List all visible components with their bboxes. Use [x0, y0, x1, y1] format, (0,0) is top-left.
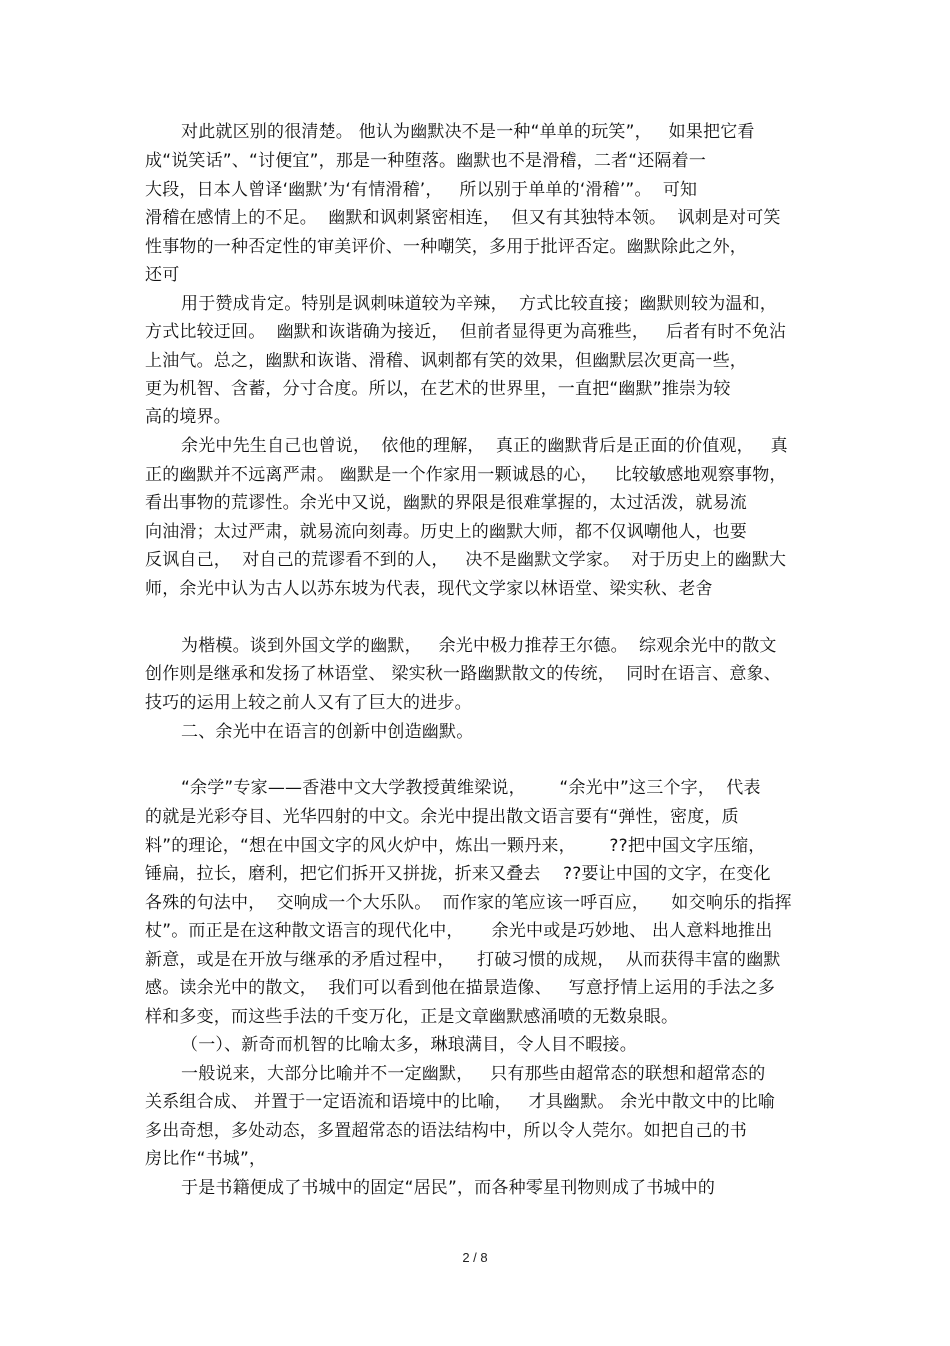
- text-line-16: 反讽自己， 对自己的荒谬看不到的人， 决不是幽默文学家。 对于历史上的幽默大: [145, 550, 787, 570]
- text-line-35: 房比作“书城”，: [145, 1149, 267, 1169]
- text-line-24: 料”的理论，“想在中国文字的风火炉中，炼出一颗丹来， ??把中国文字压缩，: [145, 836, 766, 856]
- text-line-10: 更为机智、含蓄，分寸合度。所以，在艺术的世界里，一直把“幽默”推崇为较: [145, 379, 731, 399]
- text-line-26: 各殊的句法中， 交响成一个大乐队。 而作家的笔应该一呼百应， 如交响乐的指挥: [145, 893, 792, 913]
- text-line-3: 大段，日本人曾译‘幽默’为‘有情滑稽’， 所以别于单单的‘滑稽’”。 可知: [145, 180, 698, 200]
- text-line-32: 一般说来，大部分比喻并不一定幽默， 只有那些由超常态的联想和超常态的: [181, 1064, 766, 1084]
- subsection-heading: （一）、新奇而机智的比喻太多，琳琅满目，令人目不暇接。: [181, 1035, 637, 1055]
- text-line-15: 向油滑；太过严肃，就易流向刻毒。历史上的幽默大师，都不仅讽嘲他人，也要: [145, 522, 747, 542]
- text-line-1: 对此就区别的很清楚。 他认为幽默决不是一种“单单的玩笑”， 如果把它看: [181, 122, 755, 142]
- text-line-6: 还可: [145, 265, 180, 285]
- text-line-23: 的就是光彩夺目、光华四射的中文。余光中提出散文语言要有“弹性，密度，质: [145, 807, 739, 827]
- text-line-2: 成“说笑话”、“讨便宜”，那是一种堕落。幽默也不是滑稽，二者“还隔着一: [145, 151, 707, 171]
- text-line-27: 杖”。而正是在这种散文语言的现代化中， 余光中或是巧妙地、 出人意料地推出: [145, 921, 773, 941]
- text-line-8: 方式比较迂回。 幽默和诙谐确为接近， 但前者显得更为高雅些， 后者有时不免沾: [145, 322, 787, 342]
- text-line-30: 样和多变，而这些手法的千变万化，正是文章幽默感涌喷的无数泉眼。: [145, 1007, 679, 1027]
- text-line-22: “余学”专家——香港中文大学教授黄维梁说， “余光中”这三个字， 代表: [181, 778, 761, 798]
- text-line-29: 感。读余光中的散文， 我们可以看到他在描景造像、 写意抒情上运用的手法之多: [145, 978, 776, 998]
- text-line-28: 新意，或是在开放与继承的矛盾过程中， 打破习惯的成规， 从而获得丰富的幽默: [145, 950, 781, 970]
- text-line-7: 用于赞成肯定。特别是讽刺味道较为辛辣， 方式比较直接；幽默则较为温和，: [181, 294, 778, 314]
- text-line-36: 于是书籍便成了书城中的固定“居民”，而各种零星刊物则成了书城中的: [181, 1178, 716, 1198]
- text-line-14: 看出事物的荒谬性。余光中又说，幽默的界限是很难掌握的，太过活泼，就易流: [145, 493, 747, 513]
- text-line-19: 创作则是继承和发扬了林语堂、 梁实秋一路幽默散文的传统， 同时在语言、意象、: [145, 664, 782, 684]
- text-line-33: 关系组合成、 并置于一定语流和语境中的比喻， 才具幽默。 余光中散文中的比喻: [145, 1092, 776, 1112]
- section-heading: 二、余光中在语言的创新中创造幽默。: [181, 722, 474, 742]
- text-line-17: 师，余光中认为古人以苏东坡为代表，现代文学家以林语堂、梁实秋、老舍: [145, 579, 713, 599]
- text-line-25: 锤扁，拉长，磨利，把它们拆开又拼拢，折来又叠去 ??要让中国的文字，在变化: [145, 864, 771, 884]
- text-line-12: 余光中先生自己也曾说， 依他的理解， 真正的幽默背后是正面的价值观， 真: [181, 436, 788, 456]
- text-line-18: 为楷模。谈到外国文学的幽默， 余光中极力推荐王尔德。 综观余光中的散文: [181, 636, 777, 656]
- text-line-9: 上油气。总之，幽默和诙谐、滑稽、讽刺都有笑的效果，但幽默层次更高一些，: [145, 351, 747, 371]
- text-line-11: 高的境界。: [145, 407, 231, 427]
- text-line-20: 技巧的运用上较之前人又有了巨大的进步。: [145, 693, 472, 713]
- text-line-13: 正的幽默并不远离严肃。 幽默是一个作家用一颗诚恳的心， 比较敏感地观察事物，: [145, 465, 787, 485]
- page-number: 2 / 8: [462, 1250, 488, 1265]
- text-line-34: 多出奇想，多处动态，多置超常态的语法结构中，所以令人莞尔。如把自己的书: [145, 1121, 747, 1141]
- text-line-5: 性事物的一种否定性的审美评价、一种嘲笑，多用于批评否定。幽默除此之外，: [145, 237, 747, 257]
- text-line-4: 滑稽在感情上的不足。 幽默和讽刺紧密相连， 但又有其独特本领。 讽刺是对可笑: [145, 208, 781, 228]
